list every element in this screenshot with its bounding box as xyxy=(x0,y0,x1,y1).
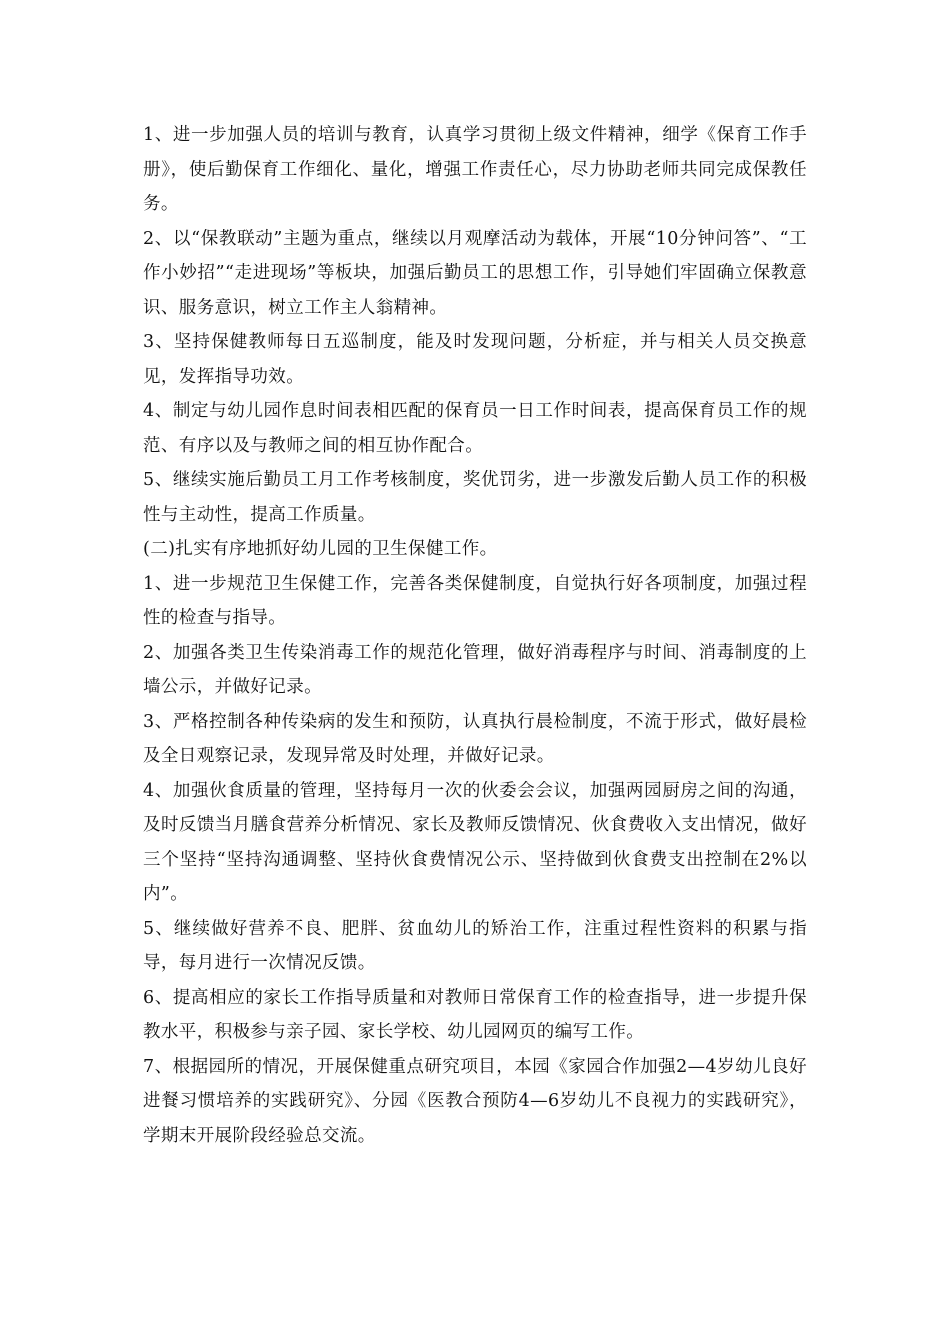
paragraph-research-projects: 7、根据园所的情况，开展保健重点研究项目，本园《家园合作加强2—4岁幼儿良好进餐习惯培养的实践研究》、分园《医教合预防4—6岁幼儿不良视力的实践研究》，学期末开展阶段经验总交流。 xyxy=(143,1056,807,1146)
paragraph-training-education: 1、进一步加强人员的培训与教育，认真学习贯彻上级文件精神，细学《保育工作手册》，使后勤保育工作细化、量化，增强工作责任心，尽力协助老师共同完成保教任务。 xyxy=(143,125,807,214)
paragraph-disinfection-management: 2、加强各类卫生传染消毒工作的规范化管理，做好消毒程序与时间、消毒制度的上墙公示，并做好记录。 xyxy=(143,642,807,697)
paragraph-caregiver-schedule: 4、制定与幼儿园作息时间表相匹配的保育员一日工作时间表，提高保育员工作的规范、有序以及与教师之间的相互协作配合。 xyxy=(143,401,807,456)
paragraph-standardize-health-work: 1、进一步规范卫生保健工作，完善各类保健制度，自觉执行好各项制度，加强过程性的检查与指导。 xyxy=(143,573,807,628)
paragraph-infectious-disease-control: 3、严格控制各种传染病的发生和预防，认真执行晨检制度，不流于形式，做好晨检及全日观察记录，发现异常及时处理，并做好记录。 xyxy=(143,711,807,766)
paragraph-monthly-assessment: 5、继续实施后勤员工月工作考核制度，奖优罚劣，进一步激发后勤人员工作的积极性与主动性，提高工作质量。 xyxy=(143,470,807,525)
paragraph-care-education-linkage: 2、以“保教联动”主题为重点，继续以月观摩活动为载体，开展“10分钟问答”、“工作小妙招”“走进现场”等板块，加强后勤员工的思想工作，引导她们牢固确立保教意识、服务意识，树立工作主人翁精神。 xyxy=(143,228,807,318)
paragraph-nutrition-correction: 5、继续做好营养不良、肥胖、贫血幼儿的矫治工作，注重过程性资料的积累与指导，每月进行一次情况反馈。 xyxy=(143,918,807,973)
document-body xyxy=(143,118,807,1153)
paragraph-meal-quality: 4、加强伙食质量的管理，坚持每月一次的伙委会会议，加强两园厨房之间的沟通，及时反馈当月膳食营养分析情况、家长及教师反馈情况、伙食费收入支出情况，做好三个坚持“坚持沟通调整、坚持伙食费情况公示、坚持做到伙食费支出控制在2%以内”。 xyxy=(143,780,807,904)
paragraph-health-teacher-patrol: 3、坚持保健教师每日五巡制度，能及时发现问题，分析症，并与相关人员交换意见，发挥指导功效。 xyxy=(143,332,807,387)
section-heading-hygiene-health: (二)扎实有序地抓好幼儿园的卫生保健工作。 xyxy=(143,539,498,559)
paragraph-parent-guidance: 6、提高相应的家长工作指导质量和对教师日常保育工作的检查指导，进一步提升保教水平，积极参与亲子园、家长学校、幼儿园网页的编写工作。 xyxy=(143,987,807,1042)
